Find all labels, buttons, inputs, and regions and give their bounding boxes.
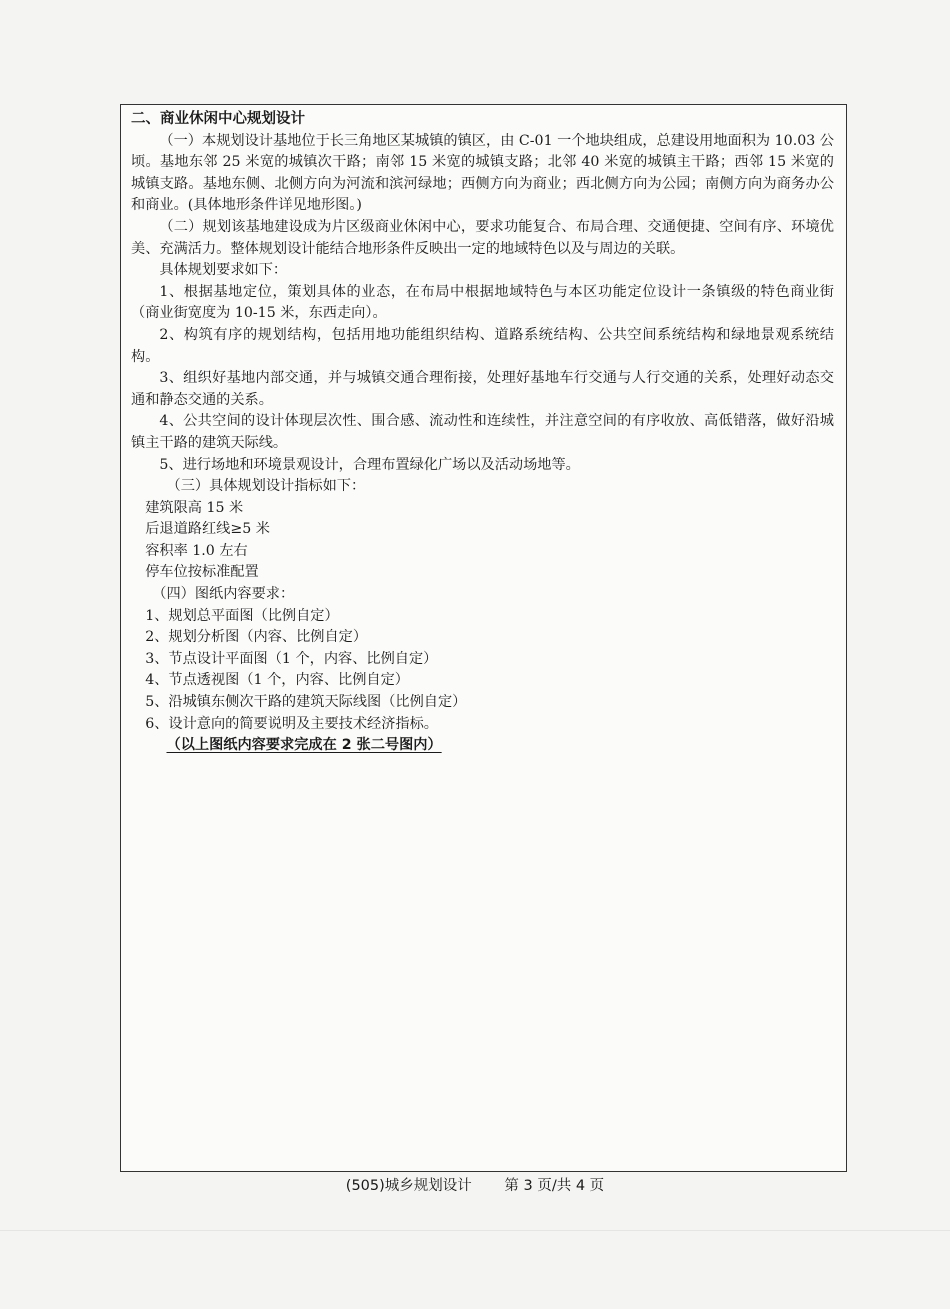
drawing-note: （以上图纸内容要求完成在 2 张二号图内） — [166, 737, 442, 754]
exam-content — [131, 109, 834, 757]
paragraph-site-description: （一）本规划设计基地位于长三角地区某城镇的镇区，由 C-01 一个地块组成，总建设用地面积为 10.03 公顷。基地东邻 25 米宽的城镇次干路；南邻 15 米宽的城镇支路；北邻 40 米宽的城镇主干路；西邻 15 米宽的城镇支路。基地东侧、北侧方向为河流和滨河绿地；西侧方向为商业；西北侧方向为公园；南侧方向为商务办公和商业。(具体地形条件详见地形图。) — [131, 132, 834, 214]
drawing-item: 3、节点设计平面图（1 个，内容、比例自定） — [145, 650, 438, 667]
requirement-item: 1、根据基地定位，策划具体的业态，在布局中根据地域特色与本区功能定位设计一条镇级的特色商业街（商业街宽度为 10-15 米，东西走向）。 — [131, 283, 834, 322]
drawings-title: （四）图纸内容要求： — [152, 586, 295, 603]
indicators-title: （三）具体规划设计指标如下： — [166, 478, 366, 495]
indicator-item: 建筑限高 15 米 — [145, 499, 244, 516]
requirement-item: 5、进行场地和环境景观设计，合理布置绿化广场以及活动场地等。 — [159, 456, 580, 473]
requirements-intro: 具体规划要求如下： — [159, 262, 288, 279]
paper-fold-line — [0, 1230, 950, 1231]
indicator-item: 后退道路红线≥5 米 — [145, 521, 270, 538]
indicator-item: 容积率 1.0 左右 — [145, 542, 248, 559]
drawing-item: 6、设计意向的简要说明及主要技术经济指标。 — [145, 715, 438, 732]
drawing-item: 1、规划总平面图（比例自定） — [145, 607, 339, 624]
section-heading: 二、商业休闲中心规划设计 — [131, 111, 305, 127]
requirement-item: 4、公共空间的设计体现层次性、围合感、流动性和连续性，并注意空间的有序收放、高低错落，做好沿城镇主干路的建筑天际线。 — [131, 413, 834, 451]
drawing-item: 2、规划分析图（内容、比例自定） — [145, 629, 368, 646]
drawing-item: 5、沿城镇东侧次干路的建筑天际线图（比例自定） — [145, 694, 467, 711]
requirement-item: 2、构筑有序的规划结构，包括用地功能组织结构、道路系统结构、公共空间系统结构和绿地景观系统结构。 — [131, 326, 834, 365]
drawing-item: 4、节点透视图（1 个，内容、比例自定） — [145, 672, 409, 689]
paragraph-planning-goal: （二）规划该基地建设成为片区级商业休闲中心，要求功能复合、布局合理、交通便捷、空间有序、环境优美、充满活力。整体规划设计能结合地形条件反映出一定的地域特色以及与周边的关联。 — [131, 218, 834, 257]
indicator-item: 停车位按标准配置 — [145, 564, 259, 581]
footer-page-number: 第 3 页/共 4 页 — [504, 1178, 605, 1194]
content-frame — [120, 104, 847, 1172]
page-footer — [0, 1174, 950, 1195]
requirement-item: 3、组织好基地内部交通，并与城镇交通合理衔接，处理好基地车行交通与人行交通的关系，处理好动态交通和静态交通的关系。 — [131, 370, 834, 408]
footer-course: (505)城乡规划设计 — [345, 1178, 472, 1194]
